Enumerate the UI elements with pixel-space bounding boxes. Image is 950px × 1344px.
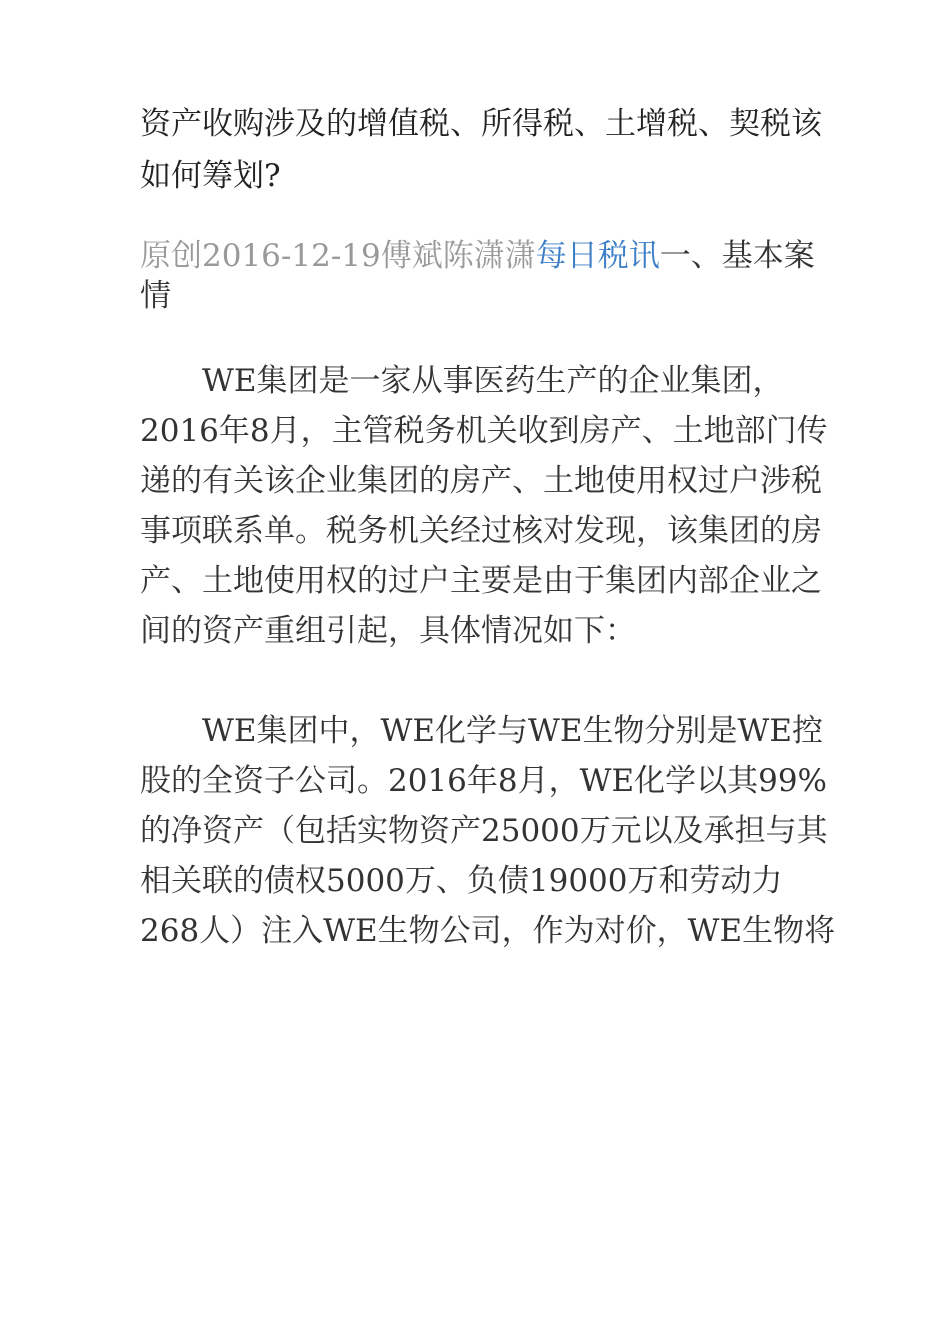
article-title: 资产收购涉及的增值税、所得税、土增税、契税该如何筹划? [140,106,822,194]
authors: 傅斌陈潇潇 [380,238,536,274]
section-heading: 一、基本案情 [140,238,815,314]
article-meta [140,236,840,316]
original-tag: 原创 [140,238,202,274]
paragraph: WE集团中，WE化学与WE生物分别是WE控股的全资子公司。2016年8月，WE化学以其99%的净资产（包括实物资产25000万元以及承担与其相关联的债权5000万、负债19000万和劳动力268人）注入WE生物公司，作为对价，WE生物将 [140,713,836,949]
publish-date: 2016-12-19 [202,238,381,274]
paragraph: WE集团是一家从事医药生产的企业集团，2016年8月，主管税务机关收到房产、土地部门传递的有关该企业集团的房产、土地使用权过户涉税事项联系单。税务机关经过核对发现，该集团的房产、土地使用权的过户主要是由于集团内部企业之间的资产重组引起，具体情况如下： [140,363,828,649]
article [140,98,840,956]
account-link[interactable]: 每日税讯 [535,238,660,274]
